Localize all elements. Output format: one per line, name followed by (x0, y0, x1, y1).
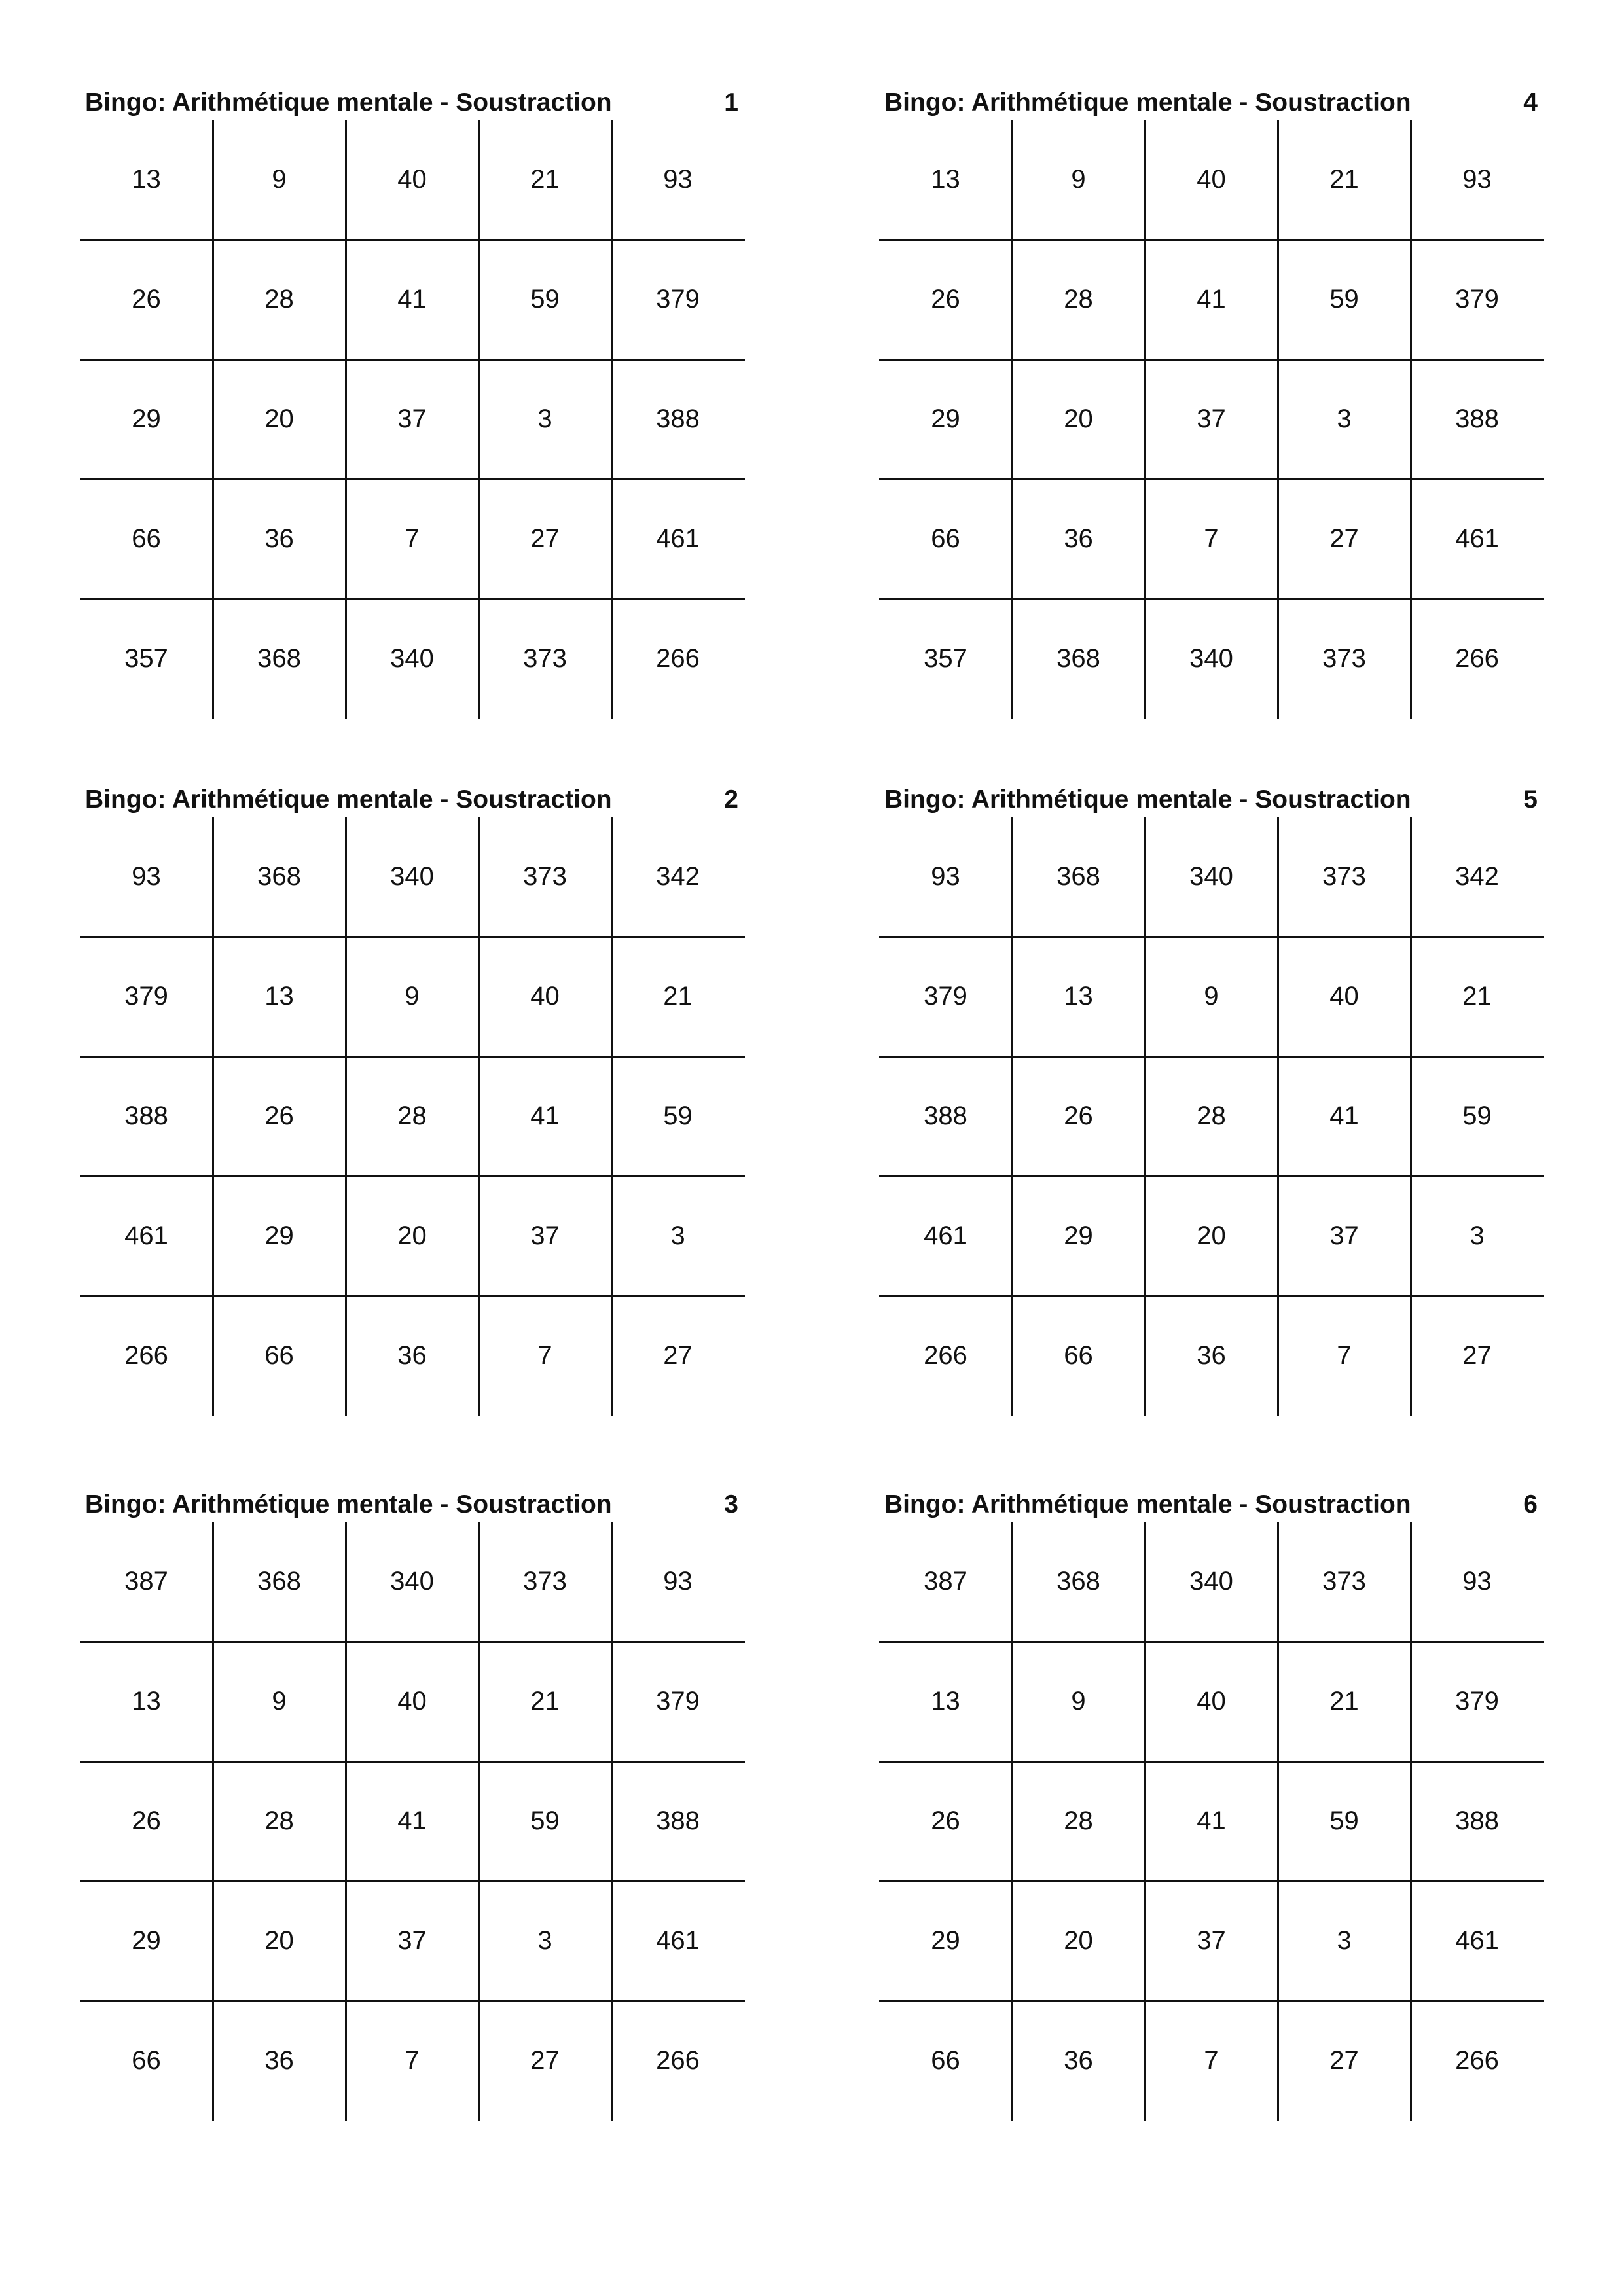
bingo-cell: 59 (663, 1102, 693, 1130)
bingo-cell: 21 (530, 1687, 560, 1715)
bingo-cell: 59 (530, 285, 560, 314)
grid-horizontal-line (879, 1056, 1544, 1058)
bingo-cell: 7 (405, 2046, 420, 2075)
card-title: Bingo: Arithmétique mentale - Soustraction (884, 88, 1411, 117)
bingo-cell: 387 (924, 1567, 967, 1596)
grid-vertical-line (345, 817, 347, 1416)
bingo-cell: 29 (132, 1926, 161, 1955)
bingo-cell: 368 (1056, 644, 1100, 673)
grid-vertical-line (611, 1522, 613, 2121)
bingo-cell: 93 (1462, 1567, 1492, 1596)
bingo-cell: 9 (272, 165, 287, 194)
grid-vertical-line (1410, 120, 1412, 719)
bingo-cell: 28 (1197, 1102, 1226, 1130)
bingo-cell: 9 (1071, 165, 1086, 194)
bingo-cell: 36 (1064, 2046, 1093, 2075)
bingo-card-2 (80, 778, 745, 1432)
bingo-cell: 37 (1197, 1926, 1226, 1955)
card-title: Bingo: Arithmétique mentale - Soustraction (85, 88, 612, 117)
grid-vertical-line (611, 120, 613, 719)
bingo-cell: 28 (397, 1102, 427, 1130)
bingo-cell: 41 (1197, 1806, 1226, 1835)
card-number: 2 (724, 785, 738, 814)
bingo-grid (80, 817, 745, 1416)
bingo-cell: 461 (1455, 1926, 1499, 1955)
card-title: Bingo: Arithmétique mentale - Soustraction (85, 785, 612, 814)
bingo-cell: 379 (1455, 285, 1499, 314)
grid-horizontal-line (80, 359, 745, 361)
bingo-cell: 13 (132, 1687, 161, 1715)
bingo-cell: 388 (656, 1806, 700, 1835)
grid-vertical-line (478, 817, 480, 1416)
bingo-cell: 13 (931, 165, 960, 194)
grid-vertical-line (1144, 120, 1146, 719)
bingo-cell: 29 (132, 404, 161, 433)
bingo-cell: 379 (1455, 1687, 1499, 1715)
bingo-cell: 368 (257, 644, 301, 673)
bingo-cell: 373 (523, 644, 567, 673)
bingo-cell: 41 (1329, 1102, 1359, 1130)
bingo-cell: 266 (124, 1341, 168, 1370)
grid-horizontal-line (879, 2000, 1544, 2002)
bingo-cell: 59 (1462, 1102, 1492, 1130)
bingo-cell: 59 (1329, 285, 1359, 314)
bingo-cell: 388 (1455, 1806, 1499, 1835)
card-number: 5 (1523, 785, 1538, 814)
bingo-cell: 340 (1189, 644, 1233, 673)
bingo-cell: 21 (1329, 1687, 1359, 1715)
grid-vertical-line (212, 120, 214, 719)
bingo-cell: 59 (1329, 1806, 1359, 1835)
bingo-cell: 7 (405, 524, 420, 553)
bingo-cell: 368 (1056, 862, 1100, 891)
bingo-card-5 (879, 778, 1544, 1432)
bingo-cell: 342 (1455, 862, 1499, 891)
bingo-cell: 27 (1329, 524, 1359, 553)
bingo-cell: 373 (1322, 1567, 1366, 1596)
grid-vertical-line (1144, 1522, 1146, 2121)
grid-vertical-line (1277, 120, 1279, 719)
grid-vertical-line (212, 1522, 214, 2121)
bingo-cell: 27 (663, 1341, 693, 1370)
bingo-card-6 (879, 1482, 1544, 2137)
bingo-cell: 93 (663, 165, 693, 194)
bingo-cell: 9 (405, 982, 420, 1011)
bingo-cell: 27 (530, 2046, 560, 2075)
bingo-cell: 93 (1462, 165, 1492, 194)
bingo-cell: 37 (1197, 404, 1226, 433)
bingo-cell: 20 (1197, 1221, 1226, 1250)
bingo-cell: 7 (1204, 2046, 1219, 2075)
bingo-grid (80, 120, 745, 719)
bingo-cell: 26 (132, 1806, 161, 1835)
bingo-cell: 357 (924, 644, 967, 673)
bingo-cell: 27 (530, 524, 560, 553)
bingo-cell: 40 (530, 982, 560, 1011)
bingo-cell: 13 (132, 165, 161, 194)
grid-vertical-line (478, 120, 480, 719)
card-number: 4 (1523, 88, 1538, 117)
grid-horizontal-line (80, 2000, 745, 2002)
bingo-cell: 20 (264, 1926, 294, 1955)
bingo-cell: 373 (1322, 862, 1366, 891)
grid-horizontal-line (879, 239, 1544, 241)
bingo-cell: 66 (931, 524, 960, 553)
bingo-cell: 40 (1329, 982, 1359, 1011)
bingo-cell: 21 (1462, 982, 1492, 1011)
bingo-cell: 9 (1071, 1687, 1086, 1715)
grid-horizontal-line (879, 359, 1544, 361)
card-title: Bingo: Arithmétique mentale - Soustraction (884, 785, 1411, 814)
grid-horizontal-line (80, 598, 745, 600)
bingo-cell: 340 (390, 862, 434, 891)
grid-vertical-line (1410, 817, 1412, 1416)
grid-vertical-line (478, 1522, 480, 2121)
bingo-grid (879, 1522, 1544, 2121)
bingo-cell: 66 (931, 2046, 960, 2075)
bingo-cell: 37 (530, 1221, 560, 1250)
bingo-cell: 20 (1064, 404, 1093, 433)
bingo-cell: 26 (264, 1102, 294, 1130)
grid-horizontal-line (80, 239, 745, 241)
bingo-cell: 340 (390, 1567, 434, 1596)
bingo-cell: 66 (132, 524, 161, 553)
bingo-cell: 41 (1197, 285, 1226, 314)
bingo-cell: 28 (264, 285, 294, 314)
bingo-cell: 373 (523, 1567, 567, 1596)
card-header (879, 1482, 1544, 1522)
bingo-cell: 29 (264, 1221, 294, 1250)
bingo-card-1 (80, 81, 745, 735)
card-header (80, 1482, 745, 1522)
bingo-cell: 28 (1064, 285, 1093, 314)
card-number: 3 (724, 1490, 738, 1518)
grid-horizontal-line (879, 1761, 1544, 1763)
bingo-card-4 (879, 81, 1544, 735)
bingo-card-3 (80, 1482, 745, 2137)
bingo-cell: 36 (1064, 524, 1093, 553)
bingo-cell: 3 (1337, 1926, 1352, 1955)
card-number: 1 (724, 88, 738, 117)
grid-horizontal-line (879, 598, 1544, 600)
bingo-cell: 7 (537, 1341, 552, 1370)
bingo-cell: 26 (931, 1806, 960, 1835)
bingo-cell: 388 (124, 1102, 168, 1130)
grid-horizontal-line (879, 1175, 1544, 1177)
bingo-cell: 266 (1455, 2046, 1499, 2075)
bingo-cell: 461 (924, 1221, 967, 1250)
bingo-cell: 379 (124, 982, 168, 1011)
bingo-cell: 40 (397, 165, 427, 194)
grid-horizontal-line (80, 1641, 745, 1643)
card-number: 6 (1523, 1490, 1538, 1518)
grid-vertical-line (212, 817, 214, 1416)
bingo-cell: 93 (132, 862, 161, 891)
bingo-cell: 373 (523, 862, 567, 891)
bingo-cell: 266 (656, 644, 700, 673)
grid-vertical-line (1410, 1522, 1412, 2121)
bingo-cell: 20 (264, 404, 294, 433)
bingo-cell: 37 (397, 404, 427, 433)
bingo-cell: 9 (1204, 982, 1219, 1011)
bingo-cell: 93 (663, 1567, 693, 1596)
bingo-cell: 379 (656, 285, 700, 314)
bingo-cell: 461 (1455, 524, 1499, 553)
bingo-cell: 26 (931, 285, 960, 314)
grid-horizontal-line (80, 1175, 745, 1177)
grid-vertical-line (1277, 817, 1279, 1416)
bingo-cell: 340 (1189, 862, 1233, 891)
grid-horizontal-line (80, 1056, 745, 1058)
bingo-cell: 26 (1064, 1102, 1093, 1130)
bingo-cell: 27 (1462, 1341, 1492, 1370)
grid-vertical-line (1011, 120, 1013, 719)
bingo-cell: 26 (132, 285, 161, 314)
bingo-cell: 40 (1197, 165, 1226, 194)
card-header (80, 81, 745, 120)
card-header (879, 778, 1544, 817)
bingo-cell: 379 (924, 982, 967, 1011)
bingo-cell: 387 (124, 1567, 168, 1596)
bingo-cell: 28 (1064, 1806, 1093, 1835)
bingo-cell: 3 (537, 1926, 552, 1955)
bingo-cell: 41 (530, 1102, 560, 1130)
bingo-cell: 37 (1329, 1221, 1359, 1250)
bingo-cell: 13 (1064, 982, 1093, 1011)
bingo-cell: 266 (1455, 644, 1499, 673)
bingo-grid (879, 120, 1544, 719)
grid-vertical-line (1144, 817, 1146, 1416)
bingo-cell: 28 (264, 1806, 294, 1835)
grid-vertical-line (1011, 1522, 1013, 2121)
bingo-cell: 368 (1056, 1567, 1100, 1596)
bingo-cell: 59 (530, 1806, 560, 1835)
bingo-cell: 36 (264, 2046, 294, 2075)
card-header (80, 778, 745, 817)
bingo-cell: 3 (537, 404, 552, 433)
grid-horizontal-line (879, 1880, 1544, 1882)
bingo-cell: 66 (132, 2046, 161, 2075)
bingo-cell: 342 (656, 862, 700, 891)
bingo-cell: 20 (1064, 1926, 1093, 1955)
bingo-cell: 9 (272, 1687, 287, 1715)
card-header (879, 81, 1544, 120)
bingo-cell: 36 (397, 1341, 427, 1370)
bingo-cell: 368 (257, 1567, 301, 1596)
grid-horizontal-line (879, 478, 1544, 480)
grid-horizontal-line (80, 1295, 745, 1297)
bingo-cell: 36 (264, 524, 294, 553)
grid-vertical-line (1011, 817, 1013, 1416)
bingo-cell: 66 (1064, 1341, 1093, 1370)
bingo-cell: 357 (124, 644, 168, 673)
bingo-cell: 41 (397, 285, 427, 314)
bingo-cell: 21 (530, 165, 560, 194)
card-title: Bingo: Arithmétique mentale - Soustraction (85, 1490, 612, 1518)
grid-horizontal-line (879, 1295, 1544, 1297)
bingo-cell: 373 (1322, 644, 1366, 673)
bingo-cell: 266 (924, 1341, 967, 1370)
card-title: Bingo: Arithmétique mentale - Soustraction (884, 1490, 1411, 1518)
bingo-cell: 40 (1197, 1687, 1226, 1715)
bingo-cell: 41 (397, 1806, 427, 1835)
grid-horizontal-line (80, 478, 745, 480)
grid-horizontal-line (879, 1641, 1544, 1643)
bingo-cell: 93 (931, 862, 960, 891)
bingo-cell: 461 (656, 524, 700, 553)
bingo-cell: 3 (670, 1221, 685, 1250)
bingo-cell: 3 (1337, 404, 1352, 433)
bingo-cell: 368 (257, 862, 301, 891)
bingo-cell: 7 (1204, 524, 1219, 553)
bingo-cell: 40 (397, 1687, 427, 1715)
bingo-cell: 13 (931, 1687, 960, 1715)
bingo-cell: 461 (656, 1926, 700, 1955)
bingo-cell: 388 (924, 1102, 967, 1130)
bingo-cell: 29 (931, 404, 960, 433)
grid-horizontal-line (879, 936, 1544, 938)
bingo-cell: 21 (663, 982, 693, 1011)
bingo-cell: 7 (1337, 1341, 1352, 1370)
bingo-cell: 3 (1470, 1221, 1485, 1250)
grid-horizontal-line (80, 1761, 745, 1763)
grid-vertical-line (1277, 1522, 1279, 2121)
bingo-grid (80, 1522, 745, 2121)
bingo-cell: 20 (397, 1221, 427, 1250)
bingo-cell: 66 (264, 1341, 294, 1370)
bingo-cell: 36 (1197, 1341, 1226, 1370)
bingo-cell: 27 (1329, 2046, 1359, 2075)
grid-vertical-line (611, 817, 613, 1416)
bingo-cell: 388 (656, 404, 700, 433)
bingo-cell: 21 (1329, 165, 1359, 194)
bingo-cell: 340 (390, 644, 434, 673)
grid-horizontal-line (80, 936, 745, 938)
bingo-cell: 37 (397, 1926, 427, 1955)
grid-vertical-line (345, 120, 347, 719)
grid-vertical-line (345, 1522, 347, 2121)
bingo-cell: 266 (656, 2046, 700, 2075)
bingo-cell: 379 (656, 1687, 700, 1715)
bingo-cell: 13 (264, 982, 294, 1011)
bingo-cell: 461 (124, 1221, 168, 1250)
grid-horizontal-line (80, 1880, 745, 1882)
bingo-cell: 29 (1064, 1221, 1093, 1250)
bingo-cell: 29 (931, 1926, 960, 1955)
bingo-cell: 340 (1189, 1567, 1233, 1596)
bingo-cell: 388 (1455, 404, 1499, 433)
bingo-grid (879, 817, 1544, 1416)
